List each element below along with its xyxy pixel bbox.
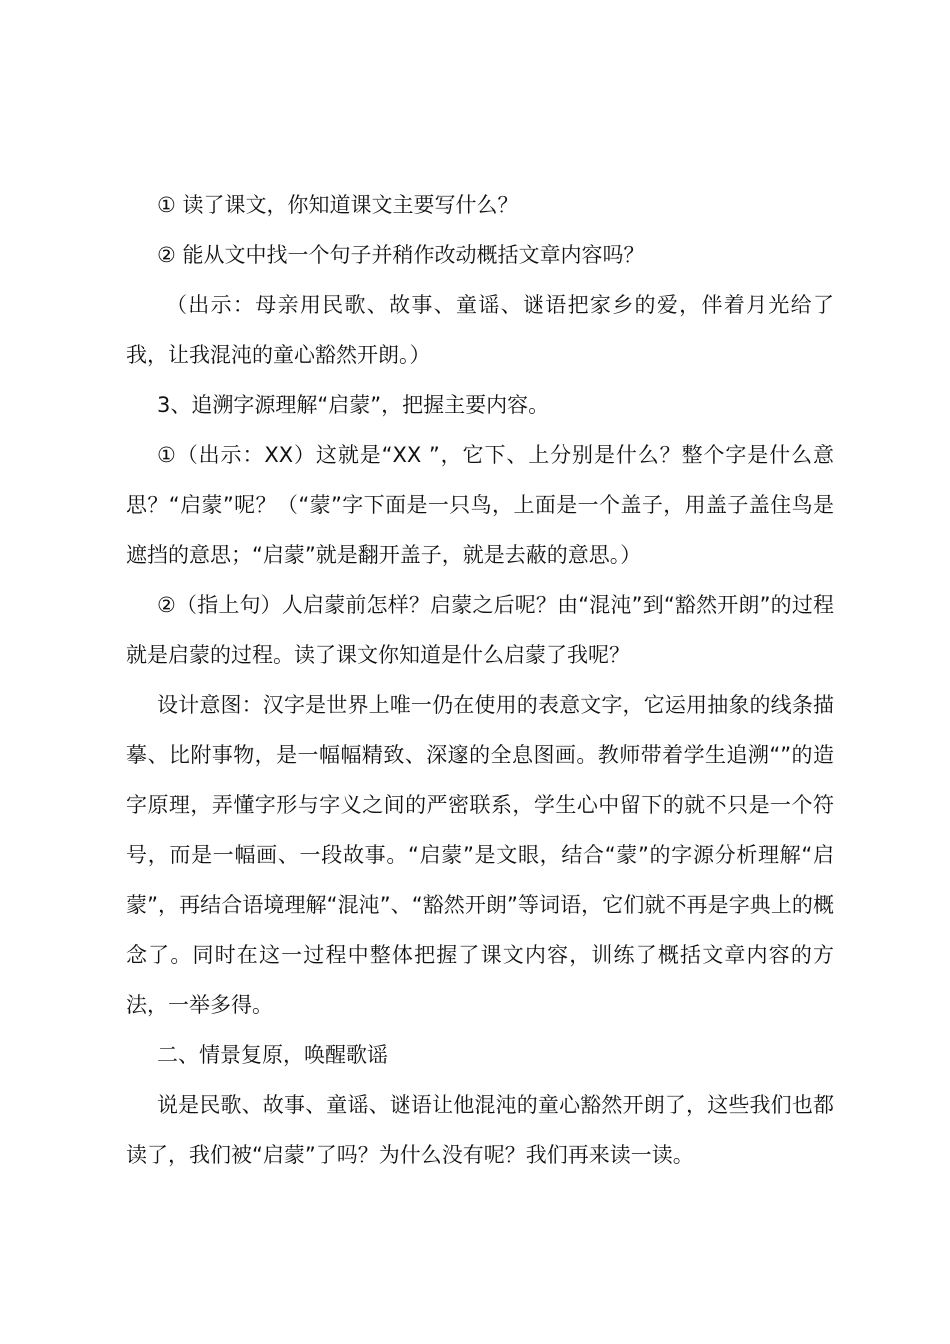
question-1: ① 读了课文，你知道课文主要写什么？ bbox=[157, 193, 519, 217]
question-2: ② 能从文中找一个句子并稍作改动概括文章内容吗？ bbox=[157, 243, 645, 267]
design-intent: 设计意图：汉字是世界上唯一仍在使用的表意文字，它运用抽象的线条描摹、比附事物，是一幅幅精致、深邃的全息图画。教师带着学生追溯“”的造字原理，弄懂字形与字义之间的严密联系，学生心中留下的就不只是一个符号，而是一幅画、一段故事。“启蒙”是文眼，结合“蒙”的字源分析理解“启蒙”，再结合语境理解“混沌”、“豁然开朗”等词语，它们就不再是字典上的概念了。同时在这一过程中整体把握了课文内容，训练了概括文章内容的方法，一举多得。 bbox=[126, 693, 834, 1017]
section-2-heading: 二、情景复原，唤醒歌谣 bbox=[157, 1043, 388, 1067]
step-3-item-1: ①（出示：XX）这就是“XX ”，它下、上分别是什么？整个字是什么意思？“启蒙”呢？（“蒙”字下面是一只鸟，上面是一个盖子，用盖子盖住鸟是遮挡的意思；“启蒙”就是翻开盖子，就是去蔽的意思。） bbox=[126, 443, 834, 567]
section-2-body: 说是民歌、故事、童谣、谜语让他混沌的童心豁然开朗了，这些我们也都读了，我们被“启蒙”了吗？为什么没有呢？我们再来读一读。 bbox=[126, 1093, 834, 1167]
document-body bbox=[126, 180, 834, 1180]
step-3-heading: 3、追溯字源理解“启蒙”，把握主要内容。 bbox=[157, 393, 550, 417]
step-3-item-2: ②（指上句）人启蒙前怎样？启蒙之后呢？由“混沌”到“豁然开朗”的过程就是启蒙的过程。读了课文你知道是什么启蒙了我呢？ bbox=[126, 593, 834, 667]
display-note-1: （出示：母亲用民歌、故事、童谣、谜语把家乡的爱，伴着月光给了我，让我混沌的童心豁然开朗。） bbox=[126, 293, 834, 367]
